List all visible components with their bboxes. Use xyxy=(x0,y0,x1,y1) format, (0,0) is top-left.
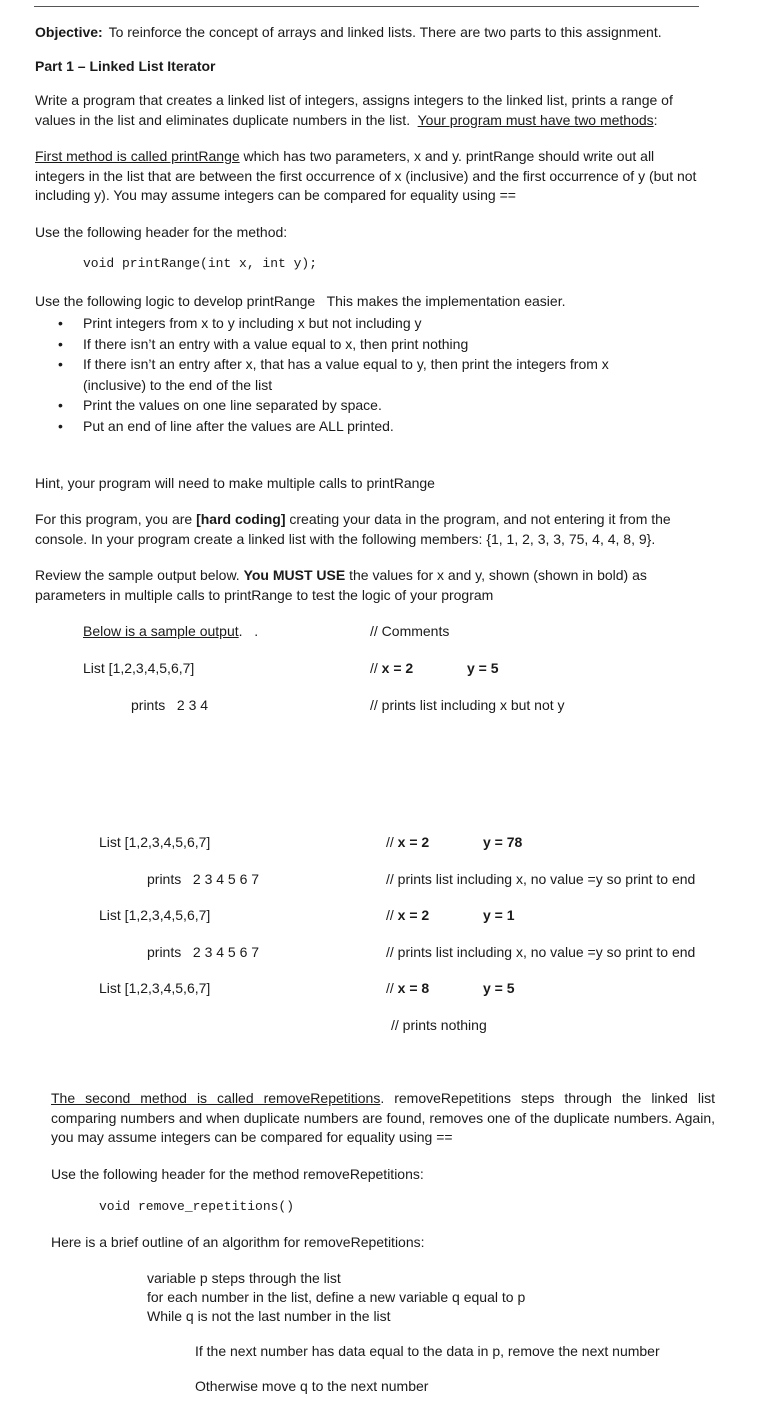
sample-prints-1: prints 2 3 4 xyxy=(131,697,209,713)
outline-intro: Here is a brief outline of an algorithm for removeRepetitions: xyxy=(51,1234,425,1250)
logic-intro: Use the following logic to develop printRange This makes the implementation easier. xyxy=(35,293,566,309)
header-label-2: Use the following header for the method removeRepetitions: xyxy=(51,1166,424,1182)
sample-list-2: List [1,2,3,4,5,6,7] xyxy=(99,834,211,850)
list-item: • Print integers from x to y including x but not including y xyxy=(58,315,422,331)
second-method-paragraph: The second method is called removeRepetitions. removeRepetitions steps through the linked list comparing numbers and when duplicate numbers are found, removes one of the duplicate numbers. Again, you may assume integers can be compared for equality using == xyxy=(51,1090,716,1145)
logic-bullet-list xyxy=(58,313,658,436)
first-method-title: First method is called printRange xyxy=(35,148,240,164)
review-paragraph: Review the sample output below. You MUST USE the values for x and y, shown (shown in bold) as parameters in multiple calls to printRange to test the logic of your program xyxy=(35,567,647,603)
sample-comment-1: // prints list including x but not y xyxy=(370,697,565,713)
list-item: • If there isn’t an entry with a value equal to x, then print nothing xyxy=(58,335,469,352)
list-item: • Print the values on one line separated by space. xyxy=(58,397,382,413)
intro-paragraph: Write a program that creates a linked list of integers, assigns integers to the linked list, prints a range of values in the list and eliminates duplicate numbers in the list. Your program must have two methods: xyxy=(35,92,673,128)
second-method-title: The second method is called removeRepetitions xyxy=(51,1090,381,1106)
sample-comment-2: // prints list including x, no value =y so print to end xyxy=(386,871,696,887)
sample-prints-2: prints 2 3 4 5 6 7 xyxy=(147,871,260,887)
two-methods-note: Your program must have two methods xyxy=(417,111,654,128)
algorithm-inner-line-1: If the next number has data equal to the data in p, remove the next number xyxy=(195,1343,660,1359)
sample-params-3: // x = 2 xyxy=(386,907,430,923)
sample-y-1: y = 5 xyxy=(467,660,499,676)
objective-text: To reinforce the concept of arrays and linked lists. There are two parts to this assignment. xyxy=(108,24,662,40)
sample-params-2: // x = 2 xyxy=(386,834,430,850)
sample-output-heading: Below is a sample output. . xyxy=(83,623,259,639)
remove-repetitions-header-code: void remove_repetitions() xyxy=(99,1199,295,1214)
algorithm-inner-line-2: Otherwise move q to the next number xyxy=(195,1378,429,1394)
sample-params-1: // x = 2 xyxy=(370,660,414,676)
list-item: • If there isn’t an entry after x, that has a value equal to y, then print the integers from x (inclusive) to the end of the list xyxy=(58,356,609,393)
sample-params-4: // x = 8 xyxy=(386,980,430,996)
hint-text: Hint, your program will need to make multiple calls to printRange xyxy=(35,475,435,491)
sample-list-1: List [1,2,3,4,5,6,7] xyxy=(83,660,195,676)
sample-y-2: y = 78 xyxy=(483,834,523,850)
algorithm-line-3: While q is not the last number in the list xyxy=(147,1308,391,1324)
objective-label: Objective: xyxy=(35,24,103,40)
print-range-header-code: void printRange(int x, int y); xyxy=(83,256,318,271)
sample-y-4: y = 5 xyxy=(483,980,515,996)
algorithm-line-1: variable p steps through the list xyxy=(147,1270,341,1286)
hard-coding-paragraph: For this program, you are [hard coding] creating your data in the program, and not entering it from the console. In your program create a linked list with the following members: {1, 1, 2, 3, 3, 75, 4, 4, 8, 9}. xyxy=(35,511,671,547)
sample-prints-3: prints 2 3 4 5 6 7 xyxy=(147,944,260,960)
list-item: • Put an end of line after the values are ALL printed. xyxy=(58,417,394,434)
part1-title: Part 1 – Linked List Iterator xyxy=(35,58,216,74)
top-rule xyxy=(34,6,699,7)
sample-list-4: List [1,2,3,4,5,6,7] xyxy=(99,980,211,996)
sample-list-3: List [1,2,3,4,5,6,7] xyxy=(99,907,211,923)
algorithm-line-2: for each number in the list, define a new variable q equal to p xyxy=(147,1289,526,1305)
sample-comment-3: // prints list including x, no value =y so print to end xyxy=(386,944,696,960)
comments-heading: // Comments xyxy=(370,623,450,639)
sample-comment-4: // prints nothing xyxy=(391,1017,487,1033)
first-method-paragraph: First method is called printRange which has two parameters, x and y. printRange should write out all integers in the list that are between the first occurrence of x (inclusive) and the first occurrence of y (but not including y). You may assume integers can be compared for equality using == xyxy=(35,148,697,203)
objective-line xyxy=(35,23,662,42)
header-label-1: Use the following header for the method: xyxy=(35,224,288,240)
sample-y-3: y = 1 xyxy=(483,907,515,923)
